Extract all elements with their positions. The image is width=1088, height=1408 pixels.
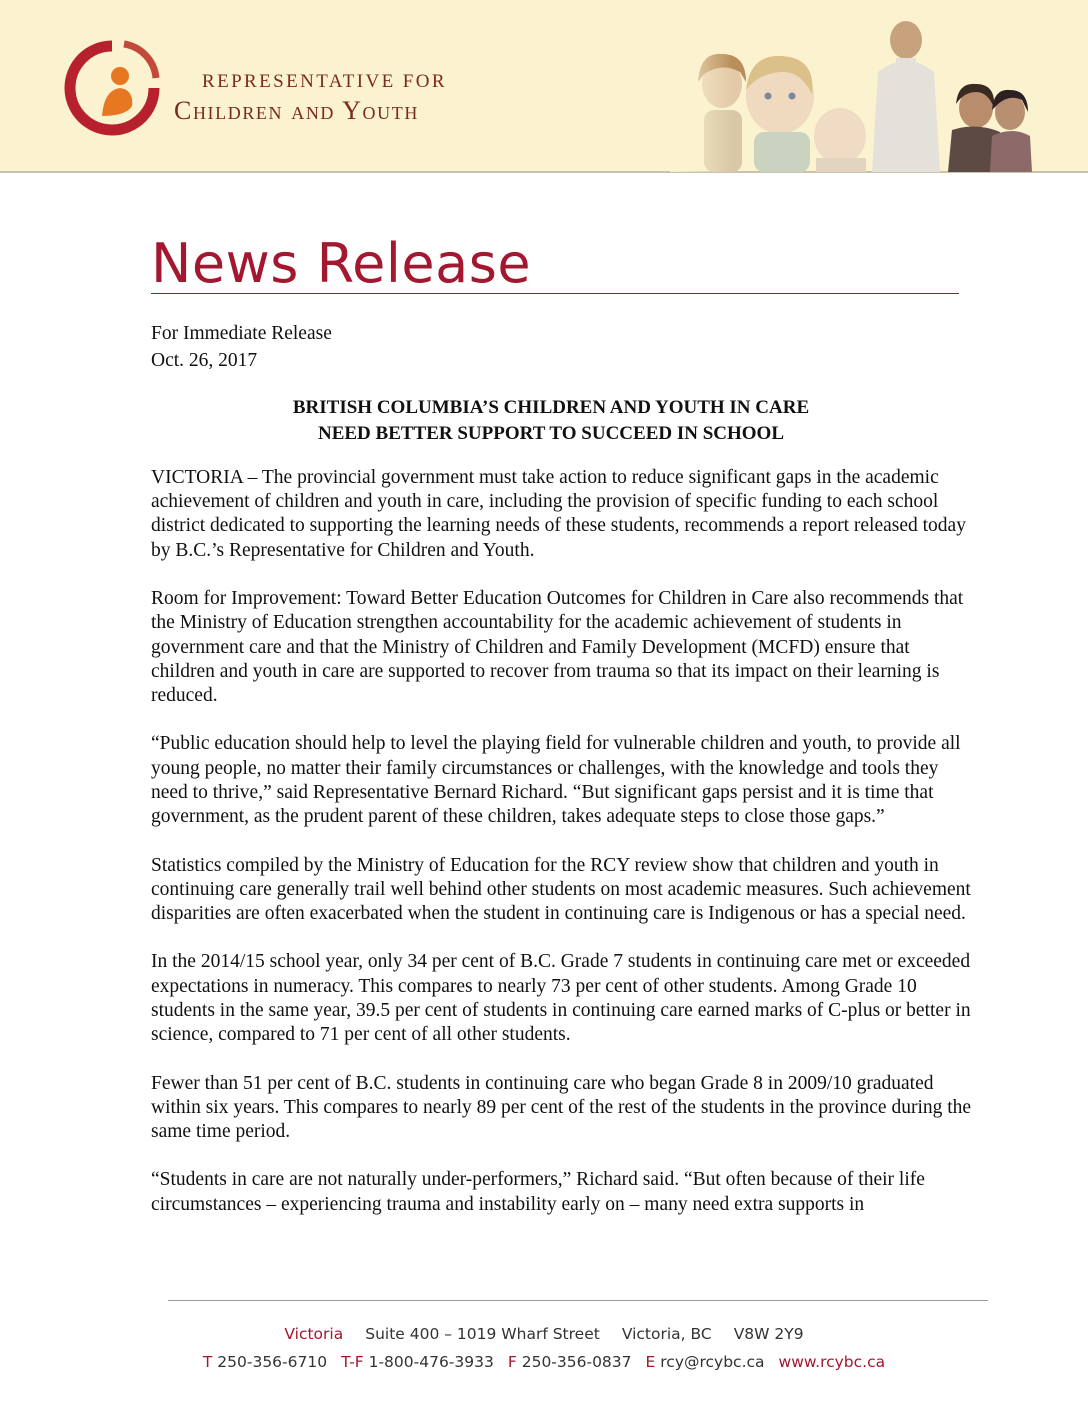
- paragraph: Room for Improvement: Toward Better Education Outcomes for Children in Care also recommends that the Ministry of Education strengthen accountability for the academic achievement of students in government care and that the Ministry of Children and Family Development (MCFD) ensure that children and youth in care are supported to recover from trauma so that its impact on their learning is reduced.: [151, 588, 964, 706]
- headline-line1: BRITISH COLUMBIA’S CHILDREN AND YOUTH IN CARE: [292, 397, 810, 418]
- footer-fax: 250-356-0837: [521, 1353, 632, 1371]
- footer-tollfree: 1-800-476-3933: [368, 1353, 494, 1371]
- footer-tel: 250-356-6710: [217, 1353, 328, 1371]
- footer-email-link[interactable]: rcy@rcybc.ca: [660, 1353, 765, 1371]
- paragraph: In the 2014/15 school year, only 34 per cent of B.C. Grade 7 students in continuing care met or exceeded expectations in numeracy. This compares to nearly 73 per cent of other students. Among Grade 10 students in the same year, 39.5 per cent of students in continuing care earned marks of C-plus or better in science, compared to 71 per cent of all other students.: [151, 951, 971, 1046]
- footer-tollfree-label: T-F: [341, 1353, 364, 1371]
- footer-contacts: [0, 1353, 1088, 1371]
- title-divider: [151, 293, 959, 294]
- footer-email-label: E: [645, 1353, 656, 1371]
- paragraph: VICTORIA – The provincial government must take action to reduce significant gaps in the academic achievement of children and youth in care, including the provision of specific funding to each school district dedicated to supporting the learning needs of these students, recommends a report released today by B.C.’s Representative for Children and Youth.: [151, 467, 966, 561]
- footer-website-link[interactable]: www.rcybc.ca: [778, 1353, 886, 1371]
- footer-divider: [168, 1300, 988, 1301]
- release-date: Oct. 26, 2017: [151, 350, 258, 371]
- paragraph: Statistics compiled by the Ministry of Education for the RCY review show that children and youth in continuing care generally trail well behind other students on most academic measures. Such achievement disparities are often exacerbated when the student in continuing care is Indigenous or has a special need.: [151, 854, 971, 924]
- paragraph: “Students in care are not naturally under-performers,” Richard said. “But often because of their life circumstances – experiencing trauma and instability early on – many need extra supports in: [151, 1169, 925, 1215]
- footer-postal: V8W 2Y9: [733, 1325, 804, 1343]
- headline: [151, 395, 951, 447]
- page-title: News Release: [151, 232, 532, 295]
- footer-city-label: Victoria: [284, 1325, 344, 1343]
- paragraph: Fewer than 51 per cent of B.C. students in continuing care who began Grade 8 in 2009/10 graduated within six years. This compares to nearly 89 per cent of the rest of the students in the province during the same time period.: [151, 1072, 972, 1142]
- footer-street: Suite 400 – 1019 Wharf Street: [365, 1325, 600, 1343]
- headline-line2: NEED BETTER SUPPORT TO SUCCEED IN SCHOOL: [317, 423, 784, 444]
- footer-city-prov: Victoria, BC: [621, 1325, 712, 1343]
- release-meta: [151, 320, 332, 374]
- footer-tel-label: T: [202, 1353, 213, 1371]
- children-photo-collage: [670, 12, 1088, 172]
- org-name-line1: REPRESENTATIVE FOR: [202, 71, 447, 92]
- footer-fax-label: F: [507, 1353, 517, 1371]
- paragraph: “Public education should help to level the playing field for vulnerable children and youth, to provide all young people, no matter their family circumstances or challenges, with the knowledge and tools they need to thrive,” said Representative Bernard Richard. “But significant gaps persist and it is time that government, as the prudent parent of these children, takes adequate steps to close those gaps.”: [151, 733, 961, 828]
- footer-address: [0, 1325, 1088, 1343]
- org-name-line2: Children and Youth: [174, 96, 419, 125]
- release-status: For Immediate Release: [151, 323, 332, 344]
- rcy-logo-icon: [62, 38, 162, 138]
- header-band: [0, 0, 1088, 173]
- article-body: [151, 466, 976, 1241]
